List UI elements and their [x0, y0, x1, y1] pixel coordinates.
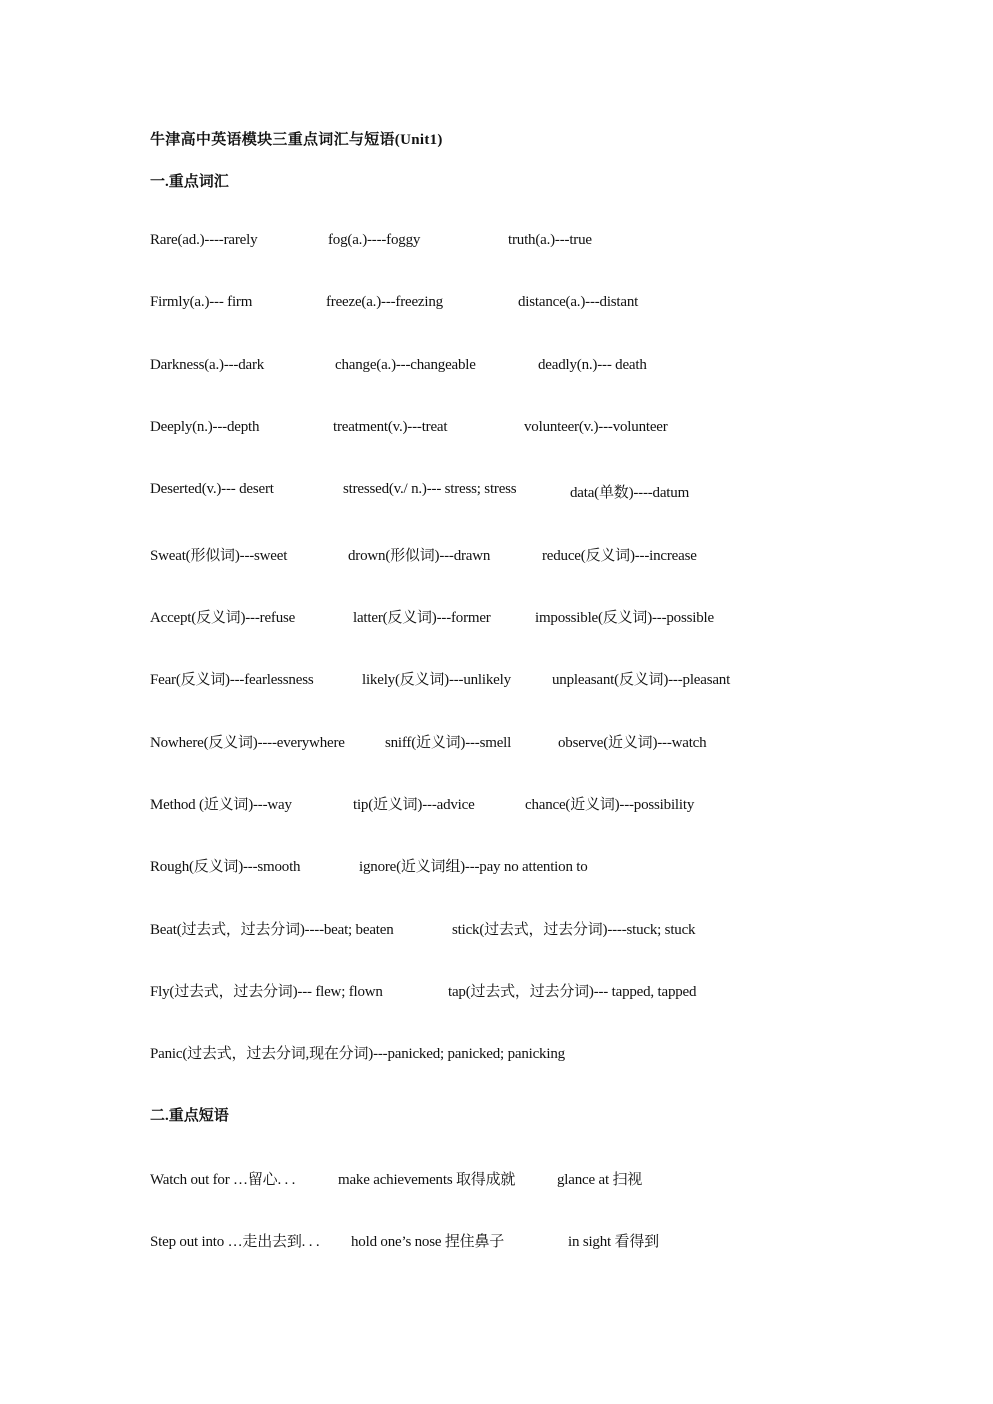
- vocabulary-entry: change(a.)---changeable: [335, 357, 476, 373]
- phrase-entry: Step out into …走出去到. . .: [150, 1234, 320, 1250]
- vocabulary-entry: deadly(n.)--- death: [538, 357, 647, 373]
- vocabulary-entry: Panic(过去式，过去分词,现在分词)---panicked; panicked; panicking: [150, 1046, 565, 1062]
- vocabulary-entry: freeze(a.)---freezing: [326, 294, 443, 310]
- vocabulary-entry: latter(反义词)---former: [353, 610, 491, 626]
- vocabulary-entry: tap(过去式，过去分词)--- tapped, tapped: [448, 984, 697, 1000]
- section-heading-phrases: 二.重点短语: [150, 1108, 229, 1124]
- vocabulary-entry: stick(过去式，过去分词)----stuck; stuck: [452, 922, 696, 938]
- vocabulary-entry: ignore(近义词组)---pay no attention to: [359, 859, 588, 875]
- vocabulary-entry: Rare(ad.)----rarely: [150, 232, 258, 248]
- vocabulary-entry: fog(a.)----foggy: [328, 232, 421, 248]
- vocabulary-entry: reduce(反义词)---increase: [542, 548, 697, 564]
- phrase-entry: make achievements 取得成就: [338, 1172, 516, 1188]
- vocabulary-entry: Method (近义词)---way: [150, 797, 292, 813]
- vocabulary-entry: truth(a.)---true: [508, 232, 592, 248]
- vocabulary-entry: Accept(反义词)---refuse: [150, 610, 296, 626]
- vocabulary-entry: Deserted(v.)--- desert: [150, 481, 274, 497]
- vocabulary-entry: Nowhere(反义词)----everywhere: [150, 735, 345, 751]
- vocabulary-entry: Rough(反义词)---smooth: [150, 859, 301, 875]
- phrase-entry: in sight 看得到: [568, 1234, 659, 1250]
- phrase-entry: glance at 扫视: [557, 1172, 643, 1188]
- vocabulary-entry: Sweat(形似词)---sweet: [150, 548, 288, 564]
- vocabulary-entry: unpleasant(反义词)---pleasant: [552, 672, 731, 688]
- document-title: 牛津高中英语模块三重点词汇与短语(Unit1): [150, 132, 443, 148]
- vocabulary-entry: treatment(v.)---treat: [333, 419, 448, 435]
- vocabulary-entry: Firmly(a.)--- firm: [150, 294, 253, 310]
- vocabulary-entry: sniff(近义词)---smell: [385, 735, 512, 751]
- vocabulary-entry: volunteer(v.)---volunteer: [524, 419, 668, 435]
- vocabulary-entry: stressed(v./ n.)--- stress; stress: [343, 481, 517, 497]
- vocabulary-entry: data(单数)----datum: [570, 485, 690, 501]
- vocabulary-entry: drown(形似词)---drawn: [348, 548, 491, 564]
- phrase-entry: hold one’s nose 捏住鼻子: [351, 1234, 505, 1250]
- vocabulary-entry: Fly(过去式，过去分词)--- flew; flown: [150, 984, 383, 1000]
- phrase-entry: Watch out for …留心. . .: [150, 1172, 296, 1188]
- section-heading-vocabulary: 一.重点词汇: [150, 174, 229, 190]
- vocabulary-entry: Darkness(a.)---dark: [150, 357, 265, 373]
- vocabulary-entry: Beat(过去式，过去分词)----beat; beaten: [150, 922, 394, 938]
- vocabulary-entry: observe(近义词)---watch: [558, 735, 707, 751]
- vocabulary-entry: distance(a.)---distant: [518, 294, 639, 310]
- vocabulary-entry: Fear(反义词)---fearlessness: [150, 672, 314, 688]
- vocabulary-entry: chance(近义词)---possibility: [525, 797, 695, 813]
- vocabulary-entry: impossible(反义词)---possible: [535, 610, 714, 626]
- vocabulary-entry: likely(反义词)---unlikely: [362, 672, 511, 688]
- vocabulary-entry: tip(近义词)---advice: [353, 797, 475, 813]
- vocabulary-entry: Deeply(n.)---depth: [150, 419, 260, 435]
